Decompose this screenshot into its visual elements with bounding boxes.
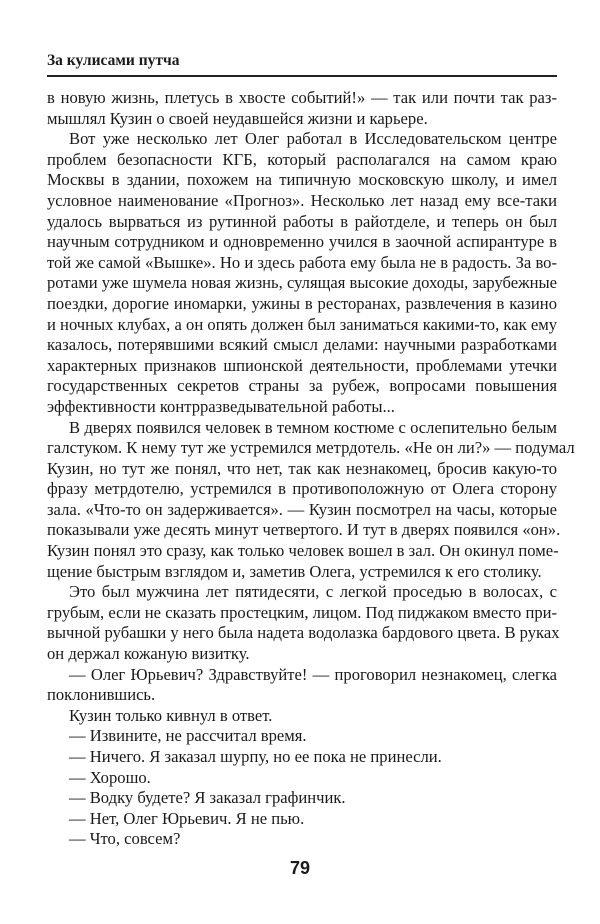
text-line: той же самой «Вышке». Но и здесь работа ему была не в радость. За во-	[47, 252, 557, 272]
paragraph	[47, 829, 557, 850]
paragraph	[47, 788, 557, 809]
text-line: — Хорошо.	[69, 767, 151, 787]
text-line: Это был мужчина лет пятидесяти, с легкой проседью в волосах, с	[69, 582, 557, 602]
paragraph	[47, 726, 557, 747]
paragraph	[47, 747, 557, 768]
text-line: — Извините, не рассчитал время.	[69, 726, 307, 746]
text-line: зала. «Что-то он задерживается». — Кузин посмотрел на часы, которые	[47, 499, 557, 519]
body-text	[47, 88, 575, 850]
paragraph	[47, 88, 557, 129]
text-line: В дверях появился человек в темном костюме с ослепительно белым	[69, 417, 557, 437]
text-line: — Водку будете? Я заказал графинчик.	[69, 788, 346, 808]
text-line: вычной рубашки у него была надета водолазка бардового цвета. В руках	[47, 623, 560, 643]
paragraph	[47, 706, 557, 727]
text-line: в новую жизнь, плетусь в хвосте событий!» — так или почти так раз-	[47, 88, 557, 107]
text-line: Вот уже несколько лет Олег работал в Исследовательском центре	[69, 129, 557, 149]
text-line: государственных секретов страны за рубеж, вопросами повышения	[47, 376, 557, 396]
paragraph	[47, 768, 557, 789]
text-line: галстуком. К нему тут же устремился метрдотель. «Не он ли?» — подумал	[47, 438, 575, 458]
text-line: и ночных клубах, а он опять должен был заниматься какими-то, как ему	[47, 314, 557, 334]
text-line: он держал кожаную визитку.	[47, 644, 250, 664]
text-line: — Что, совсем?	[69, 829, 181, 849]
text-line: грубым, если не сказать простецким, лицом. Под пиджаком вместо при-	[47, 602, 558, 622]
text-line: эффективности контрразведывательной работы...	[47, 396, 395, 416]
text-line: поклонившись.	[47, 685, 156, 705]
text-line: ротами уже шумела новая жизнь, сулящая высокие доходы, зарубежные	[47, 273, 557, 293]
paragraph	[47, 417, 575, 583]
page-number: 79	[289, 858, 311, 878]
text-line: — Ничего. Я заказал шурпу, но ее пока не принесли.	[69, 747, 442, 766]
text-line: мышлял Кузин о своей неудавшейся жизни и карьере.	[47, 108, 428, 128]
text-line: — Нет, Олег Юрьевич. Я не пью.	[69, 808, 305, 828]
running-head: За кулисами путча	[47, 52, 180, 69]
text-line: — Олег Юрьевич? Здравствуйте! — проговорил незнакомец, слегка	[69, 664, 557, 684]
text-line: условное наименование «Прогноз». Несколько лет назад ему все-таки	[47, 190, 557, 210]
paragraph	[47, 582, 560, 664]
text-line: Кузин, но тут же понял, что нет, так как незнакомец, бросив какую-то	[47, 458, 557, 478]
paragraph	[47, 129, 557, 417]
text-line: Кузин понял это сразу, как только человек вошел в зал. Он окинул поме-	[47, 541, 559, 561]
text-line: научным сотрудником и одновременно учился в заочной аспирантуре в	[47, 232, 557, 252]
text-line: казалось, потерявшими всякий смысл делами: научными разработками	[47, 335, 557, 355]
text-line: Москвы в здании, похожем на типичную московскую школу, и имел	[47, 170, 557, 190]
text-line: щение быстрым взглядом и, заметив Олега, устремился к его столику.	[47, 561, 542, 581]
text-line: удалось вырваться из рутинной работы в райотделе, и теперь он был	[47, 211, 557, 231]
paragraph	[47, 665, 557, 706]
paragraph	[47, 809, 557, 830]
text-line: поездки, дорогие иномарки, ужины в ресторанах, развлечения в казино	[47, 293, 557, 313]
text-line: показывали уже десять минут четвертого. И тут в дверях появился «он».	[47, 520, 561, 540]
text-line: Кузин только кивнул в ответ.	[69, 705, 273, 725]
text-line: характерных признаков шпионской деятельности, проблемами утечки	[47, 355, 557, 375]
header-rule	[47, 75, 557, 77]
text-line: фразу метрдотелю, устремился в противоположную от Олега сторону	[47, 479, 557, 499]
text-line: проблем безопасности КГБ, который располагался на самом краю	[47, 149, 557, 169]
